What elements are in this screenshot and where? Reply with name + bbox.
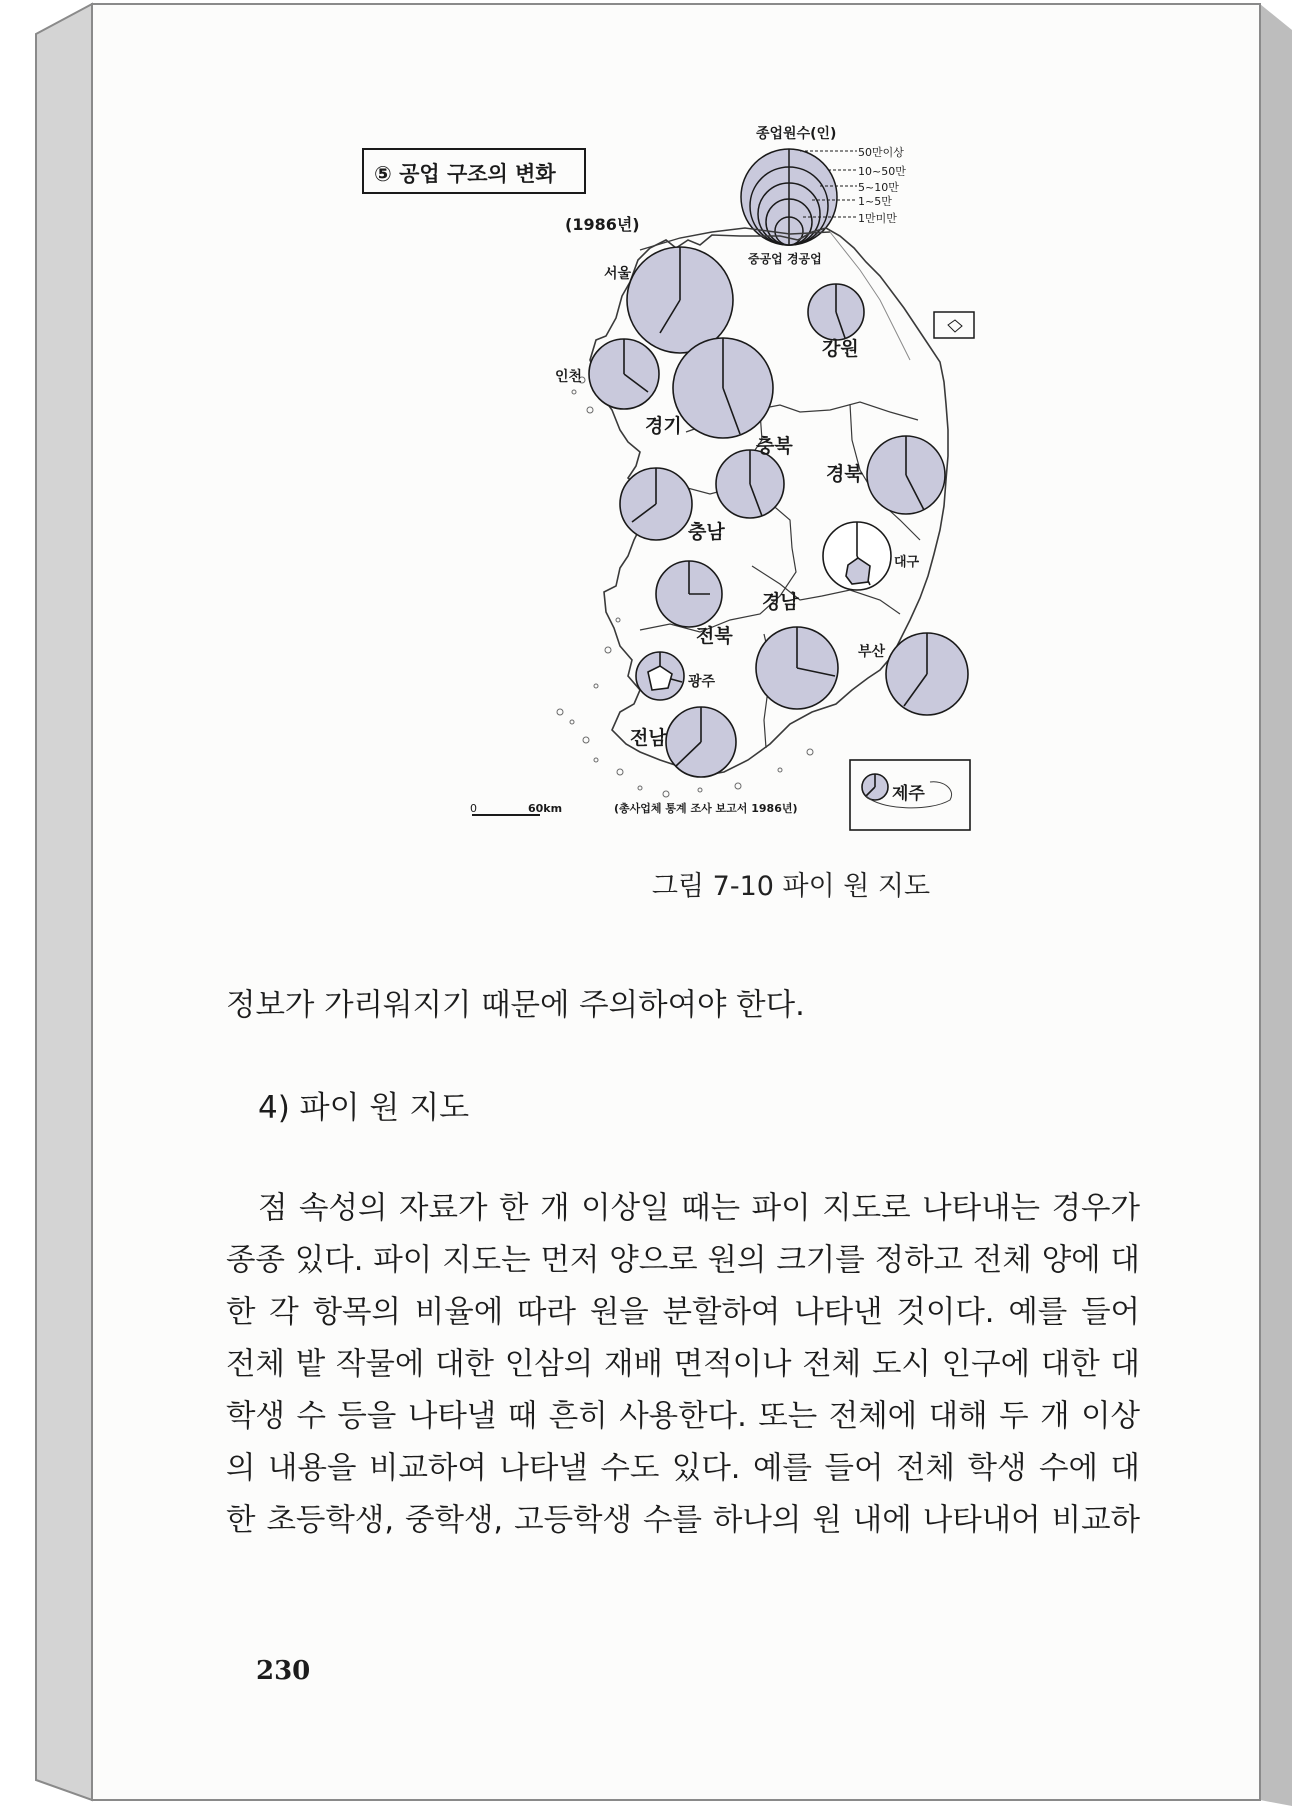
- pie-chungbuk: [716, 450, 784, 518]
- text-line-before: 정보가 가리워지기 때문에 주의하여야 한다.: [226, 988, 805, 1023]
- label-gangwon: 강원: [822, 338, 859, 360]
- legend-class-5: 1만미만: [858, 212, 897, 225]
- paragraph-line-5: 학생 수 등을 나타낼 때 흔히 사용한다. 또는 전체에 대해 두 개 이상: [226, 1399, 1140, 1434]
- legend-class-1: 50만이상: [858, 146, 904, 159]
- figure-year: (1986년): [565, 215, 640, 234]
- label-jeju: 제주: [892, 784, 925, 804]
- book-right-edge: [1260, 4, 1292, 1806]
- pie-busan: [886, 633, 968, 715]
- source-note: (총사업체 통계 조사 보고서 1986년): [614, 802, 798, 815]
- label-jeonbuk: 전북: [696, 625, 733, 647]
- section-heading: 4) 파이 원 지도: [258, 1090, 470, 1126]
- legend-class-4: 1~5만: [858, 195, 892, 208]
- paragraph-line-1: 점 속성의 자료가 한 개 이상일 때는 파이 지도로 나타내는 경우가: [258, 1191, 1140, 1226]
- pie-gyeongnam: [756, 627, 838, 709]
- label-seoul: 서울: [604, 266, 632, 282]
- figure-caption: 그림 7-10 파이 원 지도: [651, 871, 931, 902]
- page-number: 230: [256, 1656, 311, 1686]
- label-gwangju: 광주: [688, 674, 716, 690]
- scale-zero: 0: [470, 802, 477, 815]
- pie-gyeonggi: [673, 338, 773, 438]
- paragraph-line-2: 종종 있다. 파이 지도는 먼저 양으로 원의 크기를 정하고 전체 양에 대: [226, 1243, 1140, 1278]
- pie-jeonbuk: [656, 561, 722, 627]
- paragraph-line-6: 의 내용을 비교하여 나타낼 수도 있다. 예를 들어 전체 학생 수에 대: [226, 1451, 1140, 1486]
- legend-title: 종업원수(인): [756, 126, 837, 142]
- paragraph-line-3: 한 각 항목의 비율에 따라 원을 분할하여 나타낸 것이다. 예를 들어: [226, 1295, 1140, 1330]
- label-busan: 부산: [858, 644, 886, 660]
- label-jeonnam: 전남: [630, 727, 667, 749]
- pie-jeonnam: [666, 707, 736, 777]
- label-daegu: 대구: [894, 555, 920, 570]
- label-chungnam: 충남: [688, 521, 725, 543]
- label-gyeongnam: 경남: [762, 591, 799, 613]
- label-chungbuk: 충북: [756, 435, 793, 457]
- pie-gangwon: [808, 284, 864, 340]
- legend-categories: 중공업 경공업: [748, 252, 822, 266]
- pie-chungnam: [620, 468, 692, 540]
- legend-class-3: 5~10만: [858, 181, 899, 194]
- pie-gwangju: [636, 652, 684, 700]
- pie-daegu: [823, 522, 891, 590]
- legend-class-2: 10~50만: [858, 165, 906, 178]
- label-incheon: 인천: [555, 369, 583, 385]
- label-gyeonggi: 경기: [645, 415, 682, 437]
- paragraph-line-7: 한 초등학생, 중학생, 고등학생 수를 하나의 원 내에 나타내어 비교하: [226, 1503, 1140, 1538]
- pie-seoul: [627, 247, 733, 353]
- figure-title: ⑤ 공업 구조의 변화: [374, 162, 556, 186]
- legend-circles: [741, 149, 837, 245]
- pie-gyeongbuk: [867, 436, 945, 514]
- scale-distance: 60km: [528, 802, 563, 815]
- paragraph-line-4: 전체 밭 작물에 대한 인삼의 재배 면적이나 전체 도시 인구에 대한 대: [226, 1347, 1140, 1382]
- pie-incheon: [589, 339, 659, 409]
- label-gyeongbuk: 경북: [826, 463, 863, 485]
